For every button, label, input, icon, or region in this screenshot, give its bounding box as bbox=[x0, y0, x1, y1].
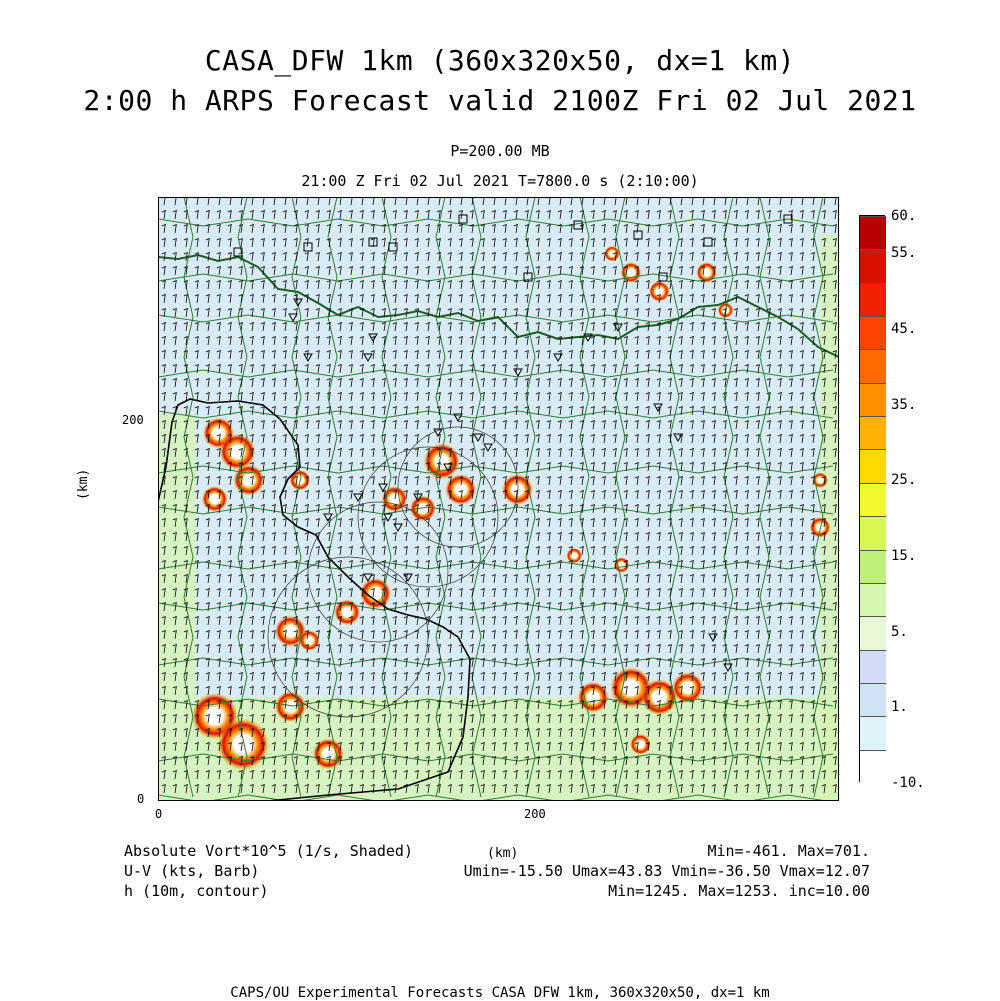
vorticity-label: Absolute Vort*10^5 (1/s, Shaded) bbox=[124, 842, 413, 860]
colorbar-segment bbox=[860, 583, 886, 616]
x-tick-0: 0 bbox=[155, 807, 163, 821]
colorbar-tick-label: 15. bbox=[891, 548, 917, 564]
vorticity-cell bbox=[217, 718, 270, 771]
colorbar-segment bbox=[860, 550, 886, 583]
colorbar-segment bbox=[860, 616, 886, 649]
vorticity-stats: Min=-461. Max=701. bbox=[707, 842, 870, 860]
title-line-2: 2:00 h ARPS Forecast valid 2100Z Fri 02 Jul 2021 bbox=[83, 84, 917, 117]
vorticity-cell bbox=[604, 246, 620, 262]
colorbar-segment bbox=[860, 216, 886, 249]
y-tick-200: 200 bbox=[122, 413, 144, 427]
vorticity-cell bbox=[410, 495, 436, 521]
colorbar-segment bbox=[860, 716, 886, 749]
colorbar-segment bbox=[860, 383, 886, 416]
vorticity-cell bbox=[445, 474, 477, 506]
x-tick-200: 200 bbox=[524, 807, 546, 821]
colorbar-segment bbox=[860, 316, 886, 349]
x-axis-label: (km) bbox=[487, 846, 519, 861]
vorticity-cell bbox=[809, 517, 830, 538]
wind-label: U-V (kts, Barb) bbox=[124, 862, 260, 880]
colorbar-segment bbox=[860, 750, 886, 783]
colorbar-segment bbox=[860, 349, 886, 382]
credit-line: CAPS/OU Experimental Forecasts CASA DFW 1km, 360x320x50, dx=1 km bbox=[230, 985, 770, 1001]
height-stats: Min=1245. Max=1253. inc=10.00 bbox=[608, 882, 870, 900]
vorticity-cell bbox=[566, 548, 582, 564]
vorticity-cell bbox=[381, 486, 407, 512]
vorticity-cell bbox=[360, 577, 392, 609]
colorbar-segment bbox=[860, 249, 886, 282]
colorbar-segment bbox=[860, 283, 886, 316]
colorbar-tick-label: 45. bbox=[891, 321, 917, 337]
colorbar-tick-label: -10. bbox=[891, 775, 925, 791]
colorbar-tick-label: 25. bbox=[891, 472, 917, 488]
pressure-level: P=200.00 MB bbox=[450, 142, 550, 160]
y-axis-label: (km) bbox=[76, 468, 91, 500]
colorbar-tick-label: 35. bbox=[891, 397, 917, 413]
colorbar-tick-label: 5. bbox=[891, 624, 908, 640]
y-tick-0: 0 bbox=[137, 792, 145, 806]
vorticity-cell bbox=[233, 464, 265, 496]
vorticity-cell bbox=[275, 691, 307, 723]
vorticity-cell bbox=[312, 738, 344, 770]
colorbar-tick-label: 1. bbox=[891, 699, 908, 715]
colorbar-tick-label: 55. bbox=[891, 245, 917, 261]
colorbar-segment bbox=[860, 650, 886, 683]
map-plot bbox=[158, 197, 839, 801]
vorticity-cell bbox=[299, 630, 320, 651]
vorticity-cell bbox=[202, 486, 228, 512]
height-label: h (10m, contour) bbox=[124, 882, 269, 900]
valid-time: 21:00 Z Fri 02 Jul 2021 T=7800.0 s (2:10:00) bbox=[301, 172, 699, 190]
colorbar-segment bbox=[860, 449, 886, 482]
title-line-1: CASA_DFW 1km (360x320x50, dx=1 km) bbox=[204, 44, 796, 77]
colorbar-segment bbox=[860, 483, 886, 516]
colorbar-segment bbox=[860, 416, 886, 449]
colorbar-segment bbox=[860, 516, 886, 549]
colorbar bbox=[859, 215, 885, 782]
wind-stats: Umin=-15.50 Umax=43.83 Vmin=-36.50 Vmax=12.07 bbox=[463, 862, 870, 880]
colorbar-segment bbox=[860, 683, 886, 716]
colorbar-tick-label: 60. bbox=[891, 208, 917, 224]
